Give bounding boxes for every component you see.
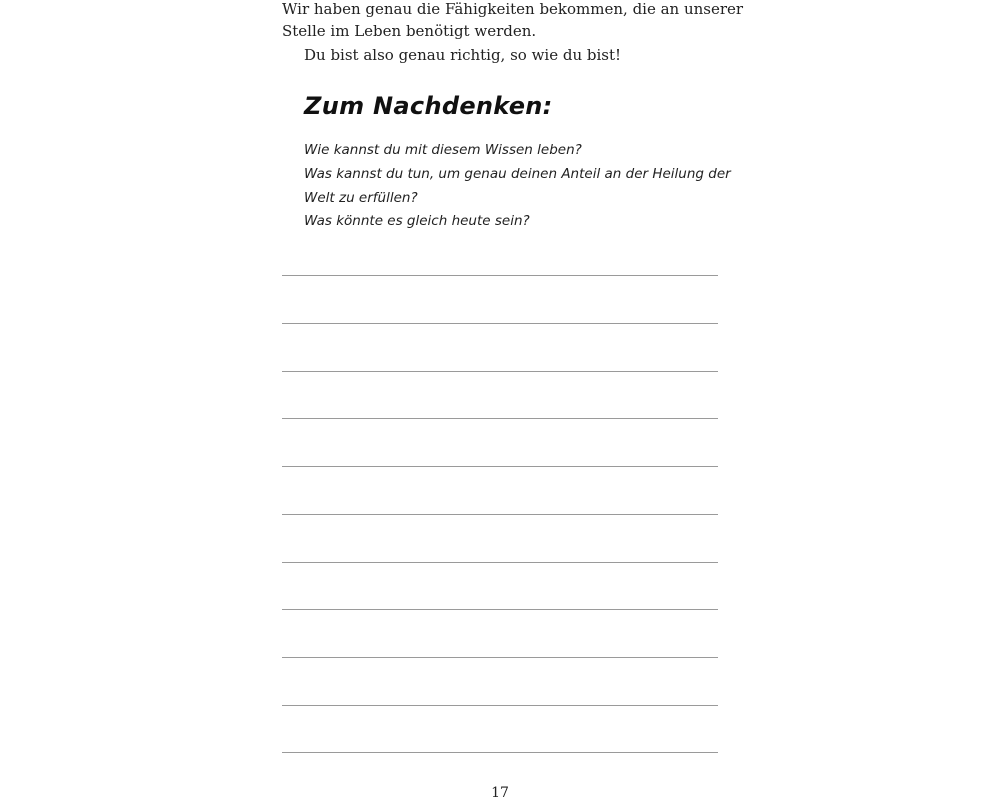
reflection-heading: Zum Nachdenken: [304,92,553,120]
question-line-2: Was kannst du tun, um genau deinen Anteil an der Heilung der [304,166,731,182]
question-line-3: Welt zu erfüllen? [304,190,418,206]
body-line-1: Wir haben genau die Fähigkeiten bekommen, die an unserer [282,0,744,18]
writing-line [282,562,718,563]
writing-line [282,514,718,515]
writing-line [282,609,718,610]
question-line-1: Wie kannst du mit diesem Wissen leben? [304,142,582,158]
writing-line [282,418,718,419]
text-column [282,0,744,800]
writing-line [282,752,718,753]
body-line-3: Du bist also genau richtig, so wie du bist! [304,46,622,64]
writing-line [282,657,718,658]
question-line-4: Was könnte es gleich heute sein? [304,213,530,229]
writing-line [282,466,718,467]
writing-line [282,371,718,372]
writing-line [282,323,718,324]
writing-line [282,705,718,706]
writing-line [282,275,718,276]
page-number: 17 [491,785,509,801]
body-line-2: Stelle im Leben benötigt werden. [282,22,537,40]
